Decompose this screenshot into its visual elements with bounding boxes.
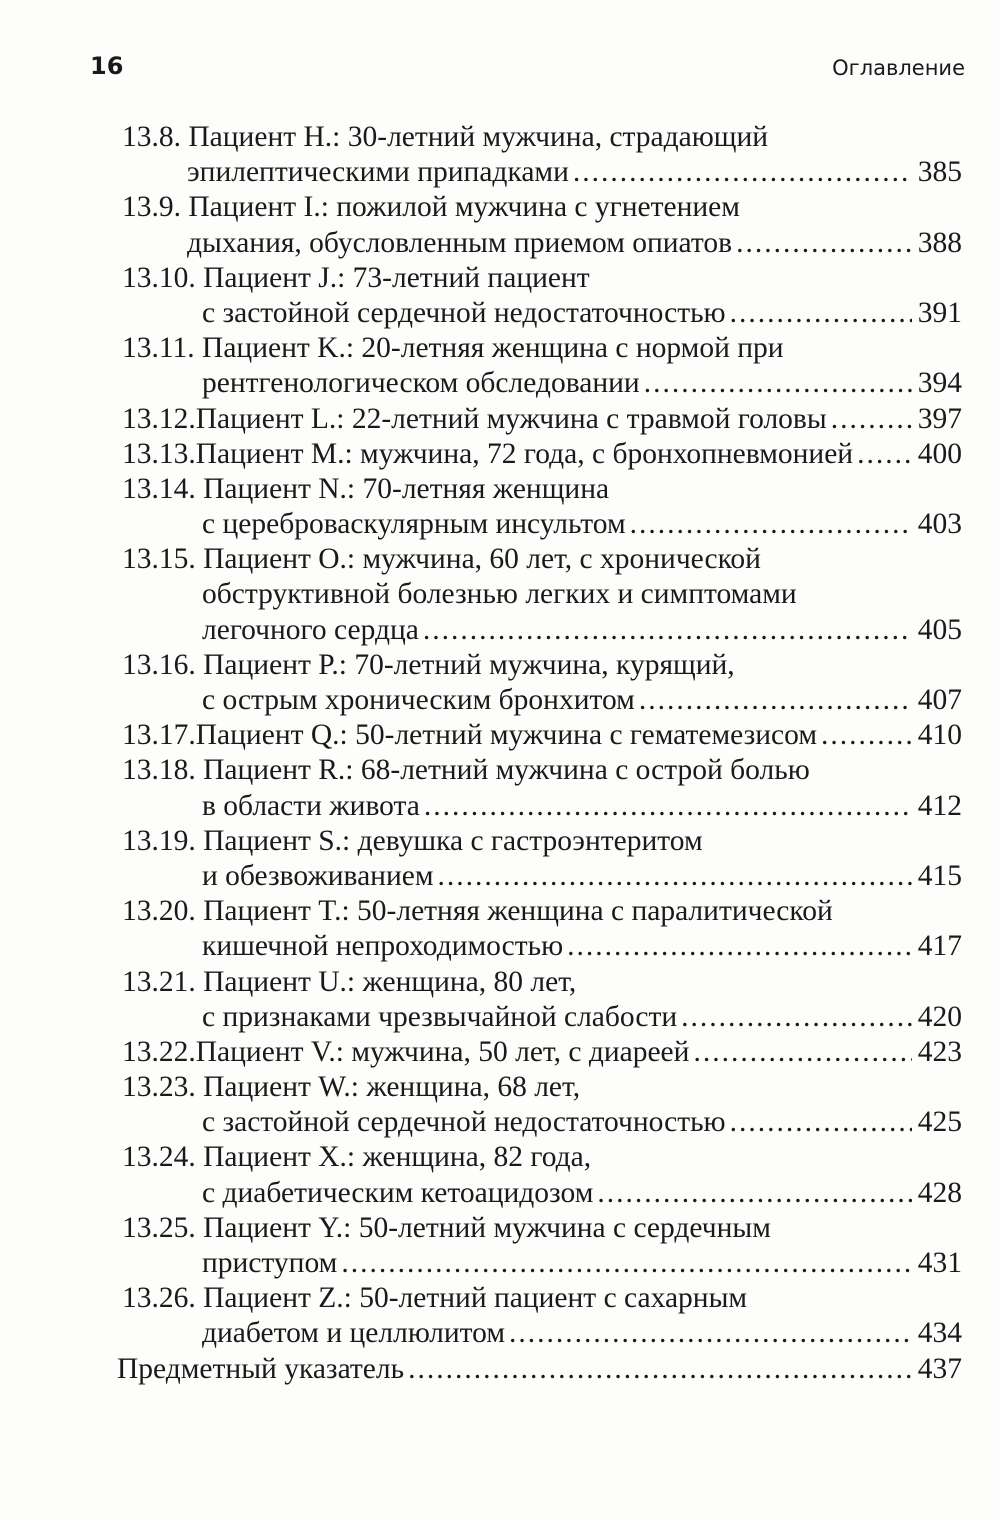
entry-page-number: 417 (917, 930, 962, 963)
entry-title: Пациент I.: пожилой мужчина с угнетением (188, 191, 740, 224)
toc-entry-line (0, 1211, 1000, 1246)
toc-entry-line (0, 507, 1000, 542)
running-head: Оглавление (832, 56, 965, 80)
entry-title: с застойной сердечной недостаточностью (202, 296, 726, 329)
leader-dots (693, 1035, 911, 1070)
entry-page-number: 394 (917, 367, 962, 400)
leader-dots (730, 296, 912, 331)
entry-title: Пациент W.: женщина, 68 лет, (203, 1071, 581, 1104)
entry-title: в области живота (202, 789, 420, 822)
entry-page-number: 437 (917, 1352, 962, 1385)
toc-entry-line (0, 542, 1000, 577)
entry-title: Пациент H.: 30-летний мужчина, страдающий (188, 121, 769, 153)
entry-number: 13.9. (122, 191, 181, 224)
leader-dots (597, 1176, 911, 1211)
leader-dots (438, 859, 912, 894)
entry-number: 13.10. (122, 261, 196, 294)
entry-number: 13.18. (122, 754, 196, 787)
entry-title: Пациент U.: женщина, 80 лет, (203, 965, 577, 998)
entry-title: Пациент V.: мужчина, 50 лет, с диареей (195, 1035, 690, 1068)
entry-title: с острым хроническим бронхитом (202, 684, 635, 716)
entry-page-number: 407 (917, 684, 962, 716)
toc-entry-line (0, 190, 1000, 225)
leader-dots (736, 226, 912, 261)
toc-entry-line (0, 929, 1000, 964)
entry-page-number: 431 (917, 1247, 962, 1279)
leader-dots (341, 1246, 911, 1281)
leader-dots (567, 929, 912, 964)
entry-page-number: 434 (917, 1317, 962, 1350)
entry-title: Пациент J.: 73-летний пациент (203, 261, 590, 294)
entry-number: 13.8. (122, 121, 181, 153)
entry-title: дыхания, обусловленным приемом опиатов (187, 226, 733, 259)
entry-number: 13.22. (122, 1035, 196, 1068)
entry-title: с диабетическим кетоацидозом (202, 1176, 594, 1209)
toc-entry-line (0, 859, 1000, 894)
toc-entry-line (0, 226, 1000, 261)
leader-dots (573, 155, 912, 190)
entry-title: Пациент X.: женщина, 82 года, (203, 1141, 592, 1174)
leader-dots (630, 507, 912, 542)
entry-page-number: 412 (917, 789, 962, 822)
leader-dots (408, 1352, 912, 1387)
toc-entry-line (0, 1316, 1000, 1351)
entry-title: диабетом и целлюлитом (202, 1317, 505, 1350)
leader-dots (730, 1105, 912, 1140)
entry-title: приступом (202, 1247, 338, 1279)
entry-page-number: 420 (917, 1000, 962, 1033)
entry-title: рентгенологическом обследовании (202, 367, 640, 400)
entry-title: Пациент N.: 70-летняя женщина (203, 472, 610, 505)
toc-entry-line (0, 683, 1000, 718)
index-title: Предметный указатель (117, 1352, 405, 1385)
entry-title: Пациент Z.: 50-летний пациент с сахарным (203, 1282, 748, 1315)
toc-entry-line (0, 824, 1000, 859)
toc-entry-line (0, 894, 1000, 929)
leader-dots (821, 718, 912, 753)
entry-title: и обезвоживанием (202, 859, 434, 892)
entry-number: 13.24. (122, 1141, 196, 1174)
entry-title: обструктивной болезнью легких и симптомами (202, 578, 797, 611)
entry-number: 13.19. (122, 824, 196, 857)
entry-title: Пациент S.: девушка с гастроэнтеритом (203, 824, 703, 857)
entry-title: Пациент O.: мужчина, 60 лет, с хронической (203, 543, 761, 576)
entry-page-number: 423 (917, 1035, 962, 1068)
toc-entry-line (0, 261, 1000, 296)
leader-dots (681, 1000, 912, 1035)
entry-number: 13.12. (122, 402, 196, 435)
toc-entry-line (0, 753, 1000, 788)
entry-number: 13.20. (122, 895, 196, 928)
entry-page-number: 415 (917, 859, 962, 892)
toc-entry-line (0, 577, 1000, 612)
toc-entry-line (0, 718, 1000, 753)
entry-title: с застойной сердечной недостаточностью (202, 1106, 726, 1139)
leader-dots (423, 613, 912, 648)
toc-entry-line (0, 1246, 1000, 1281)
entry-title: Пациент R.: 68-летний мужчина с острой болью (203, 754, 810, 787)
entry-number: 13.26. (122, 1282, 196, 1315)
entry-page-number: 425 (917, 1106, 962, 1139)
entry-number: 13.15. (122, 543, 196, 576)
entry-title: Пациент L.: 22-летний мужчина с травмой головы (195, 402, 827, 435)
toc-entry-line (0, 1281, 1000, 1316)
entry-number: 13.11. (122, 332, 195, 365)
entry-title: Пациент T.: 50-летняя женщина с паралитической (203, 895, 833, 928)
entry-page-number: 428 (917, 1176, 962, 1209)
entry-title: Пациент Y.: 50-летний мужчина с сердечным (203, 1211, 771, 1244)
leader-dots (509, 1316, 912, 1351)
leader-dots (644, 366, 912, 401)
toc-entry-line (0, 296, 1000, 331)
leader-dots (831, 402, 912, 437)
entry-title: Пациент Q.: 50-летний мужчина с гематемезисом (195, 719, 818, 752)
toc-entry-line (0, 472, 1000, 507)
entry-page-number: 405 (917, 613, 962, 646)
entry-page-number: 400 (917, 437, 962, 470)
entry-number: 13.13. (122, 437, 196, 470)
entry-title: легочного сердца (202, 613, 419, 646)
entry-page-number: 388 (917, 226, 962, 259)
leader-dots (424, 789, 912, 824)
toc-entry-line (0, 1140, 1000, 1175)
toc-entry-line (0, 366, 1000, 401)
toc-entry-line (0, 1105, 1000, 1140)
toc-entry-line (0, 1176, 1000, 1211)
toc-entry-line (0, 648, 1000, 683)
toc-entry-line (0, 1352, 1000, 1387)
table-of-contents (0, 120, 1000, 1387)
entry-page-number: 385 (917, 156, 962, 189)
toc-entry-line (0, 120, 1000, 155)
toc-entry-line (0, 1070, 1000, 1105)
entry-number: 13.16. (122, 648, 196, 681)
toc-entry-line (0, 789, 1000, 824)
entry-page-number: 410 (917, 719, 962, 752)
entry-page-number: 403 (917, 508, 962, 541)
entry-number: 13.25. (122, 1211, 196, 1244)
toc-entry-line (0, 613, 1000, 648)
entry-page-number: 391 (917, 296, 962, 329)
entry-title: Пациент P.: 70-летний мужчина, курящий, (203, 648, 735, 681)
entry-number: 13.23. (122, 1071, 196, 1104)
toc-entry-line (0, 437, 1000, 472)
entry-title: с цереброваскулярным инсультом (202, 508, 626, 541)
entry-page-number: 397 (917, 402, 962, 435)
entry-number: 13.14. (122, 472, 196, 505)
entry-title: с признаками чрезвычайной слабости (202, 1000, 678, 1033)
entry-number: 13.21. (122, 965, 196, 998)
leader-dots (857, 437, 912, 472)
entry-title: Пациент M.: мужчина, 72 года, с бронхопневмонией (195, 437, 854, 470)
toc-entry-line (0, 402, 1000, 437)
page-number: 16 (90, 52, 124, 80)
entry-title: Пациент K.: 20-летняя женщина с нормой при (202, 332, 784, 365)
page-header (90, 52, 965, 88)
entry-title: кишечной непроходимостью (202, 930, 564, 963)
leader-dots (639, 683, 912, 718)
toc-entry-line (0, 1035, 1000, 1070)
entry-number: 13.17. (122, 719, 196, 752)
toc-entry-line (0, 965, 1000, 1000)
entry-title: эпилептическими припадками (187, 156, 569, 189)
toc-entry-line (0, 155, 1000, 190)
toc-entry-line (0, 1000, 1000, 1035)
toc-entry-line (0, 331, 1000, 366)
